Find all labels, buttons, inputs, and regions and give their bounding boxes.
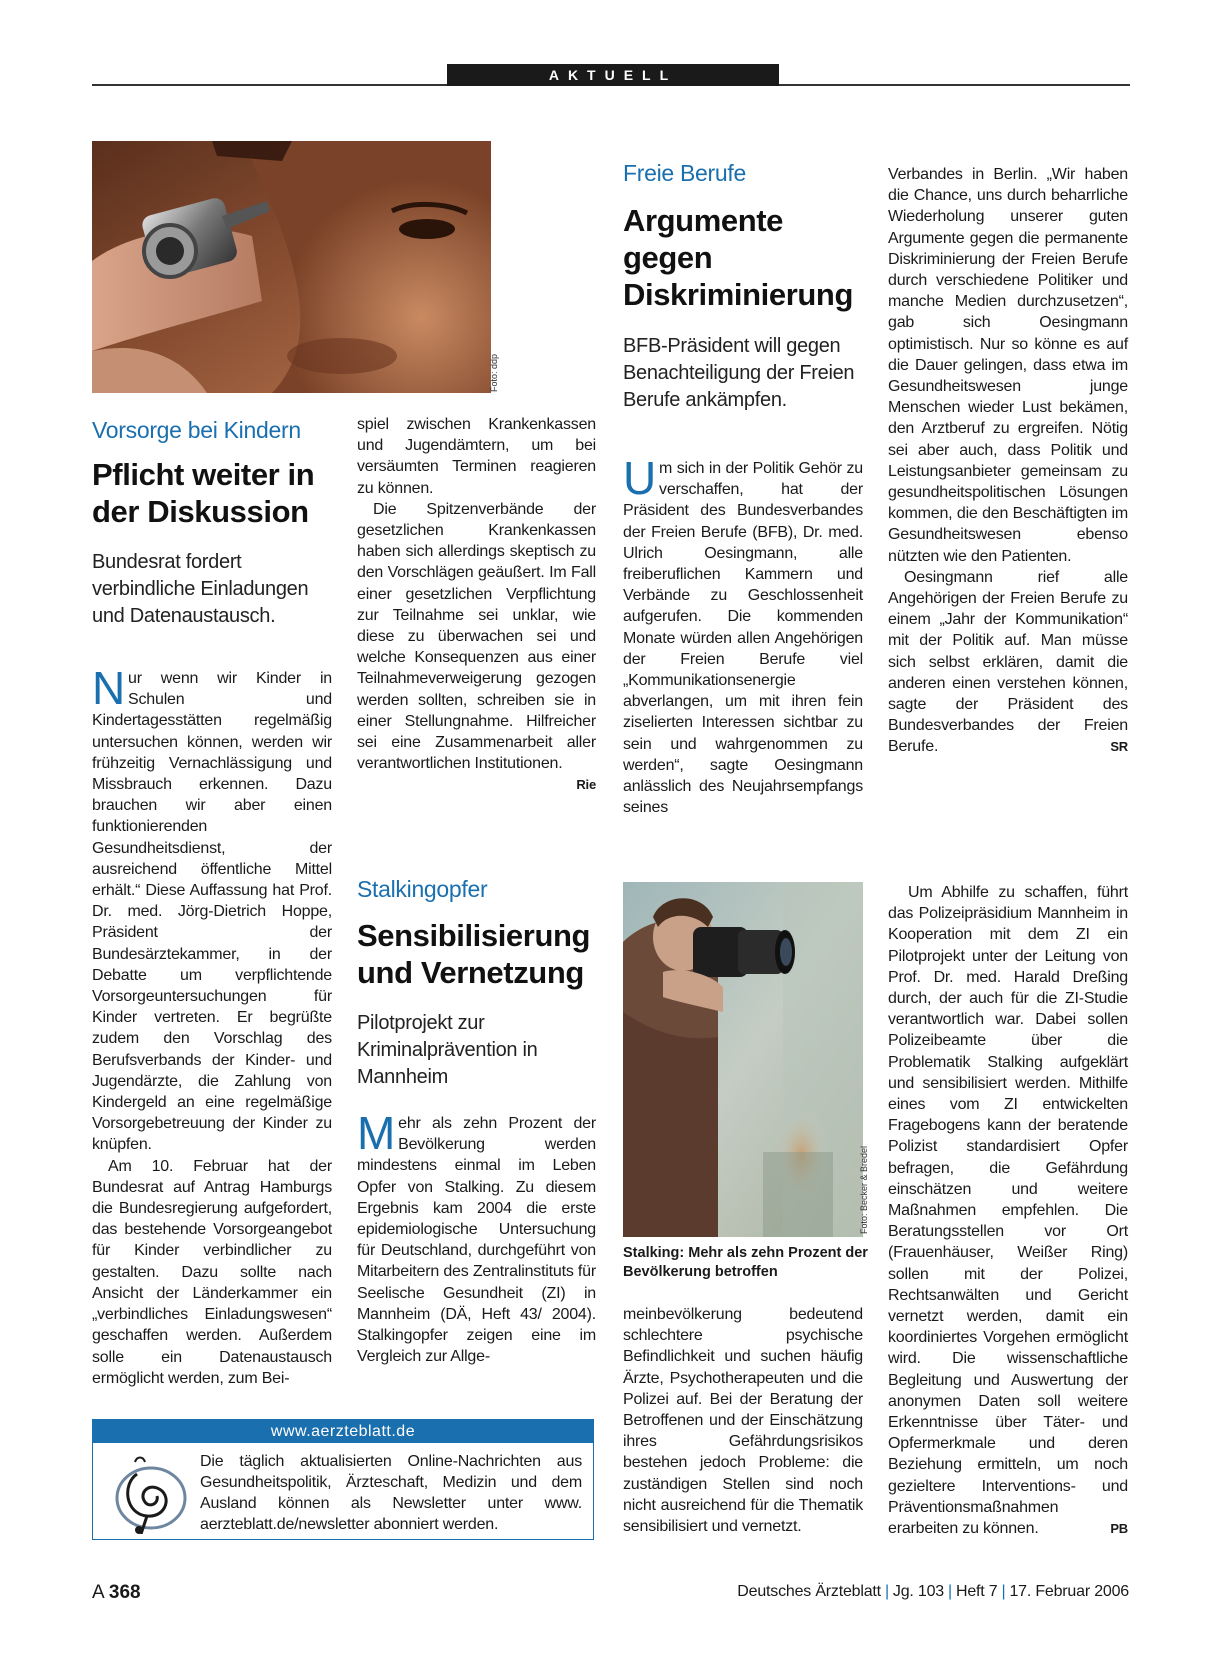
newsletter-box-text: Die täglich aktualisierten Online-Nachrichten aus Gesundheitspolitik, Ärzteschaft, Medizin und dem Ausland können als Newsletter unter www. aerzteblatt.de/newsletter abonniert werden.	[200, 1453, 582, 1533]
journal-date: 17. Februar 2006	[1009, 1583, 1129, 1600]
article3-column2	[623, 1304, 863, 1537]
article3-kicker: Stalkingopfer	[357, 876, 488, 902]
article2-para1: m sich in der Politik Gehör zu verschaffen, hat der Präsident des Bundesverbandes der Freien Berufe (BFB), Dr. med. Ulrich Oesingmann, alle freiberuflichen Kammern und Verbände zu Geschlossenheit aufgerufen. Die kommenden Monate würden allen Angehörigen der Freien Berufe viel „Kommunikationsenergie abverlangen, um mit ihren fein ziselierten Interessen sichtbar zu sein und wahrgenommen zu werden“, sagte Oesingmann anlässlich des Neujahrsempfangs seines	[623, 460, 863, 817]
article3-signature: PB	[1110, 1521, 1128, 1537]
article3-deck: Pilotprojekt zur Kriminalprävention in Mannheim	[357, 1012, 538, 1088]
photo-credit-2: Foto: Becker & Bredel	[859, 1145, 869, 1234]
page-number	[92, 1582, 141, 1604]
article2-kicker: Freie Berufe	[623, 160, 746, 186]
journal-name: Deutsches Ärzteblatt	[737, 1583, 881, 1600]
journal-volume: Jg. 103	[892, 1583, 944, 1600]
child-ear-exam-photo	[92, 141, 491, 393]
article1-para2: Am 10. Februar hat der Bundesrat auf Antrag Hamburgs die Bundesregierung aufgefordert, das bestehende Vorsorgeangebot für Kinder verbindlicher zu gestalten. Dazu sollte nach Ansicht der Länderkammer ein „verbindliches Einladungswesen“ geschaffen werden. Außerdem solle ein Datenaustausch ermöglicht werden, zum Bei-	[92, 1157, 332, 1387]
article1-deck: Bundesrat fordert verbindliche Einladungen und Datenaustausch.	[92, 551, 309, 627]
article1-para1: ur wenn wir Kinder in Schulen und Kindertagesstätten regelmäßig untersuchen können, werden wir frühzeitig Vernachlässigung und Missbrauch erkennen. Dazu brauchen wir aber einen funktionierenden Gesundheitsdienst, der ausreichend öffentliche Mittel erhält.“ Diese Auffassung hat Prof. Dr. med. Jörg-Dietrich Hoppe, Präsident der Bundesärztekammer, in der Debatte um verpflichtende Vorsorgeuntersuchungen für Kinder vertreten. Er begrüßte zudem den Vorschlag des Berufsverbands der Kinder- und Jugendärzte, die Zahlung von Kindergeld an eine regelmäßige Vorsorgebetreuung der Kinder zu knüpfen.	[92, 670, 332, 1154]
article2-signature: SR	[1110, 739, 1128, 755]
article1-para4: Die Spitzenverbände der gesetzlichen Krankenkassen haben sich allerdings skeptisch zu den Vorschlägen geäußert. Im Fall einer gesetzlichen Verpflichtung zur Teilnahme sei unklar, wie diese zu überwachen sei und welche Konsequenzen aus einer Teilnahmeverweigerung gezogen werden sollten, schreiben sie in einer Stellungnahme. Hilfreicher sei eine Zusammenarbeit aller verantwortlichen Institutionen.	[357, 500, 596, 773]
newsletter-box	[92, 1419, 594, 1540]
article3-para3: Um Abhilfe zu schaffen, führt das Polizeipräsidium Mannheim in Kooperation mit dem ZI ein Pilotprojekt unter der Leitung von Prof. Dr. med. Harald Dreßing durch, der auch für die ZI-Studie verantwortlich war. Dabei sollen Polizeibeamte über die Problematik Stalking aufgeklärt und sensibilisiert werden. Mithilfe eines vom ZI entwickelten Fragebogens kann der beratende Polizist standardisiert Opfer befragen, die Gefährdung einschätzen und weitere Maßnahmen empfehlen. Die Beratungsstellen vor Ort (Frauenhäuser, Weißer Ring) sollen mit der Polizei, Rechtsanwälten und Gericht vernetzt werden, damit ein koordiniertes Vorgehen ermöglicht wird. Die wissenschaftliche Begleitung und Auswertung der anonymen Daten soll weitere Erkenntnisse über Täter- und Opfermerkmale und deren Beziehung ermitteln, um noch gezieltere Interventions- und Präventionsmaßnahmen erarbeiten zu können.	[888, 884, 1128, 1538]
article1-column1	[92, 662, 332, 1389]
article1-column2	[357, 414, 596, 796]
article2-deck: BFB-Präsident will gegen Benachteiligung der Freien Berufe ankämpfen.	[623, 335, 855, 411]
photo-credit: Foto: ddp	[489, 353, 499, 392]
article2-column2	[888, 164, 1128, 758]
section-label: AKTUELL	[447, 64, 779, 86]
article1-signature: Rie	[576, 777, 596, 793]
article3-column1	[357, 1107, 596, 1367]
journal-issue: Heft 7	[955, 1583, 998, 1600]
article2-para3: Oesingmann rief alle Angehörigen der Freien Berufe zu einem „Jahr der Kommunikation“ mit der Politik auf. Man müsse sich selbst erklären, damit die anderen einen verstehen können, sagte der Präsident des Bundesverbandes der Freien Berufe.	[888, 568, 1128, 756]
article2-para2: Verbandes in Berlin. „Wir haben die Chance, uns durch beharrliche Wiederholung unserer guten Argumente gegen die permanente Diskriminierung der Freien Berufe durch verschiedene Politiker und manche Medien durchzusetzen“, gab sich Oesingmann optimistisch. Nur so könne es auf die Dauer gelingen, dass etwa im Gesundheitswesen junge Menschen wieder Lust bekämen, den Arztberuf zu ergreifen. Nötig sei aber auch, dass Politik und Leistungsanbieter gemeinsam zu gesundheitspolitischen Lösungen kommen, die den Beschäftigten im Gesundheitswesen ebenso nützten wie den Patienten.	[888, 166, 1128, 565]
journal-footer: Deutsches Ärzteblatt | Jg. 103 | Heft 7 | 17. Februar 2006	[737, 1583, 1129, 1600]
article3-para2: meinbevölkerung bedeutend schlechtere psychische Befindlichkeit und suchen häufig Ärzte, Psychotherapeuten und die Polizei auf. Bei der Beratung der Betroffenen und der Einschätzung ihres Gefährdungsrisikos bestehen jedoch Probleme: die zuständigen Stellen sind noch nicht ausreichend für die Thematik sensibilisiert und vernetzt.	[623, 1306, 863, 1536]
at-sign-logo-icon	[107, 1454, 191, 1534]
article1-kicker: Vorsorge bei Kindern	[92, 417, 301, 443]
article2-column1	[623, 452, 863, 818]
article3-para1: ehr als zehn Prozent der Bevölkerung werden mindestens einmal im Leben Opfer von Stalking. Zu diesem Ergebnis kam 2004 die erste epidemiologische Untersuchung für Deutschland, durchgeführt von Mitarbeitern des Zentralinstituts für Seelische Gesundheit (ZI) in Mannheim (DÄ, Heft 43/ 2004). Stalkingopfer zeigen eine im Vergleich zur Allge-	[357, 1115, 596, 1366]
article3-headline: Sensibilisierung und Vernetzung	[357, 918, 591, 990]
article1-para3: spiel zwischen Krankenkassen und Jugendämtern, um bei versäumten Terminen reagieren zu können.	[357, 416, 596, 497]
newsletter-box-title[interactable]: www.aerzteblatt.de	[93, 1420, 593, 1443]
article3-column3	[888, 882, 1128, 1539]
article1-headline: Pflicht weiter in der Diskussion	[92, 457, 315, 529]
page-number-value: 368	[108, 1582, 141, 1603]
article2-headline: Argumente gegen Diskriminierung	[623, 203, 853, 312]
photographer-photo	[623, 882, 863, 1237]
article1-dropcap: N	[92, 662, 126, 714]
photo-caption: Stalking: Mehr als zehn Prozent der Bevölkerung betroffen	[623, 1245, 868, 1280]
article3-dropcap: M	[357, 1107, 396, 1159]
page-prefix: A	[92, 1582, 104, 1603]
article2-dropcap: U	[623, 452, 657, 504]
